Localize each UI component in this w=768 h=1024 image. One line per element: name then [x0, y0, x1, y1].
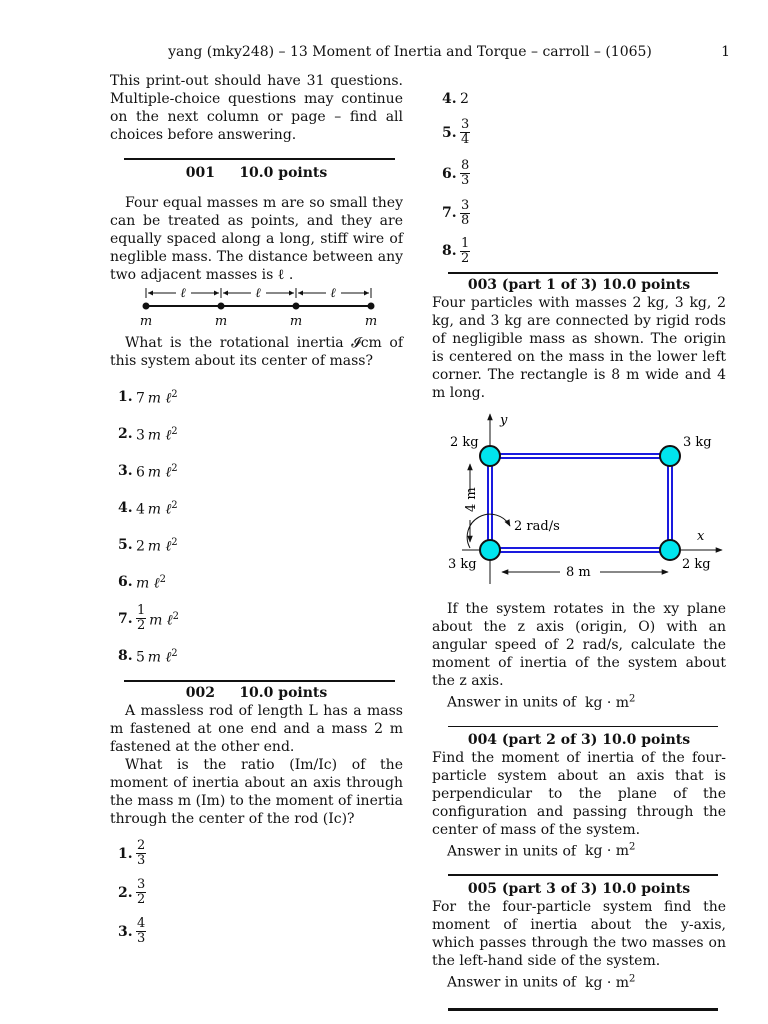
- choice-item[interactable]: 3. 6 m ℓ$^2$: [118, 462, 178, 481]
- question-prompt-001: What is the rotational inertia 𝓘cm of this system about its center of mass?: [110, 335, 403, 369]
- rigid-rods: [490, 456, 670, 550]
- question-heading-003: 003 (part 1 of 3) 10.0 points: [467, 277, 691, 293]
- angular-speed-label: 2 rad/s: [514, 519, 560, 534]
- point-mass: [368, 303, 375, 310]
- question-body-001: Four equal masses m are so small they can be treated as points, and they are equally spaced along a long, stiff wire of neglible mass. The distance between any two adjacent masses is ℓ .: [110, 195, 403, 283]
- mass-node-bottom-left: [480, 540, 500, 560]
- question-heading-004: 004 (part 2 of 3) 10.0 points: [467, 731, 691, 748]
- fraction: $\frac{4}{3}$: [137, 916, 146, 946]
- fraction: $\frac{3}{8}$: [461, 197, 470, 228]
- mass-label-bottom-right: 2 kg: [682, 557, 711, 572]
- question-body-004: Find the moment of inertia of the four-particle system about an axis that is perpendicular to the plane of the configuration and passing through the center of mass of the system.: [432, 749, 726, 838]
- choice-item[interactable]: 1. $\frac{2}{3}$: [118, 838, 146, 868]
- fraction: $\frac{3}{2}$: [137, 877, 146, 907]
- question-body-002: A massless rod of length L has a mass m fastened at one end and a mass 2 m fastened at the other end.: [110, 703, 403, 755]
- height-label: 4 m: [464, 487, 479, 512]
- mass-label-top-left: 2 kg: [450, 435, 479, 450]
- mass-label: m: [139, 314, 153, 329]
- choice-item[interactable]: 2. $\frac{3}{2}$: [118, 877, 146, 907]
- question-body-005: For the four-particle system find the moment of inertia about the y-axis, which passes through the two masses on the left-hand side of the system.: [432, 899, 726, 970]
- choice-item[interactable]: 4. 2: [442, 91, 469, 107]
- choice-item[interactable]: 4. 4 m ℓ$^2$: [118, 499, 178, 518]
- mass-label-top-right: 3 kg: [683, 435, 712, 450]
- question-prompt-002: What is the ratio (Im/Ic) of the moment of inertia about an axis through the mass m (Im) to the moment of inertia through the center of the rod (Ic)?: [110, 757, 403, 827]
- right-column: [432, 90, 726, 1011]
- fraction: $\frac{1}{2}$: [461, 235, 470, 266]
- question-heading-001: 001 10.0 points: [185, 165, 328, 181]
- spacing-label: ℓ: [180, 286, 186, 301]
- page-number: 1: [721, 44, 730, 60]
- mass-node-top-right: [660, 446, 680, 466]
- mass-label: m: [364, 314, 378, 329]
- choice-item[interactable]: 6. m ℓ$^2$: [118, 573, 166, 592]
- point-mass: [293, 303, 300, 310]
- rectangle-mass-figure: [432, 408, 726, 598]
- y-axis-label: y: [500, 413, 508, 428]
- choice-list-002-continued: [432, 90, 726, 270]
- answer-units-005: Answer in units of kg · $m^2$: [447, 973, 636, 991]
- mass-node-top-left: [480, 446, 500, 466]
- mass-label: m: [214, 314, 228, 329]
- choice-item[interactable]: 5. $\frac{3}{4}$: [442, 117, 470, 147]
- fraction: $\frac{1}{2}$: [137, 603, 146, 633]
- choice-item[interactable]: 7. $\frac{3}{8}$: [442, 197, 470, 228]
- choice-item[interactable]: 8. 5 m ℓ$^2$: [118, 647, 178, 666]
- x-axis-label: x: [697, 529, 705, 544]
- choice-item[interactable]: 3. $\frac{4}{3}$: [118, 916, 146, 946]
- choice-item[interactable]: 1. 7 m ℓ$^2$: [118, 388, 178, 407]
- point-mass: [218, 303, 225, 310]
- choice-item[interactable]: 5. 2 m ℓ$^2$: [118, 536, 178, 555]
- choice-list-001: [110, 378, 403, 674]
- fraction: $\frac{2}{3}$: [137, 838, 146, 868]
- point-mass: [143, 303, 150, 310]
- question-body-003: Four particles with masses 2 kg, 3 kg, 2 kg, and 3 kg are connected by rigid rods of negligible mass as shown. The origin is centered on the mass in the lower left corner. The rectangle is 8 m wide and 4 m long.: [432, 295, 726, 401]
- divider: [448, 1008, 718, 1011]
- mass-node-bottom-right: [660, 540, 680, 560]
- left-column: [110, 72, 403, 951]
- choice-list-002: [110, 834, 403, 951]
- spacing-label: ℓ: [330, 286, 336, 301]
- width-label: 8 m: [566, 565, 591, 580]
- question-heading-005: 005 (part 3 of 3) 10.0 points: [467, 881, 691, 898]
- choice-item[interactable]: 7. $\frac{1}{2}$ m ℓ$^2$: [118, 603, 180, 633]
- four-mass-figure: [110, 286, 403, 330]
- choice-item[interactable]: 6. $\frac{8}{3}$: [442, 158, 470, 188]
- fraction: $\frac{3}{4}$: [461, 117, 470, 147]
- choice-item[interactable]: 8. $\frac{1}{2}$: [442, 235, 470, 266]
- header-title: yang (mky248) – 13 Moment of Inertia and Torque – carroll – (1065): [168, 44, 652, 60]
- question-heading-002: 002 10.0 points: [185, 685, 328, 701]
- answer-units-004: Answer in units of kg · $m^2$: [447, 841, 636, 860]
- fraction: $\frac{8}{3}$: [461, 158, 470, 188]
- choice-item[interactable]: 2. 3 m ℓ$^2$: [118, 425, 178, 444]
- mass-label: m: [289, 314, 303, 329]
- answer-units-003: Answer in units of kg · $m^2$: [447, 693, 636, 711]
- question-prompt-003: If the system rotates in the xy plane about the z axis (origin, O) with an angular speed of 2 rad/s, calculate the moment of inertia of the system about the z axis.: [432, 601, 726, 689]
- page-header: [0, 44, 768, 62]
- mass-label-bottom-left: 3 kg: [448, 557, 477, 572]
- spacing-label: ℓ: [255, 286, 261, 301]
- intro-text: This print-out should have 31 questions. Multiple-choice questions may continue on the next column or page – find all choices before answering.: [110, 73, 403, 143]
